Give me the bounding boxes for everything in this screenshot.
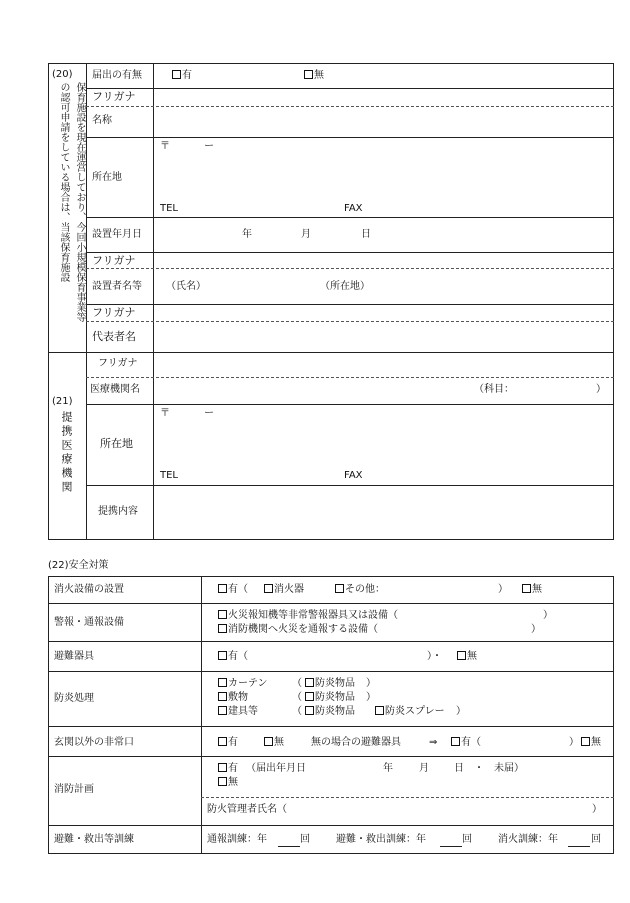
- row-line: [86, 485, 614, 486]
- paren-open: （: [292, 692, 302, 703]
- fireproof-carpet-product[interactable]: 防炎物品: [305, 692, 355, 704]
- founder-label: 設置者名等: [92, 281, 142, 292]
- department-close: ）: [596, 384, 606, 395]
- address-label: 所在地: [100, 437, 133, 450]
- fire-drill-unit: 回: [591, 834, 601, 845]
- fire-drill-label: 消火訓練：年: [498, 834, 558, 845]
- furigana-label: フリガナ: [92, 90, 136, 103]
- row-line: [48, 726, 614, 727]
- checkbox-icon[interactable]: [305, 692, 314, 701]
- furigana-label: フリガナ: [98, 358, 138, 369]
- checkbox-icon[interactable]: [264, 737, 273, 746]
- notification-label: 届出の有無: [92, 70, 142, 81]
- paren-close: ）: [456, 706, 466, 717]
- row-line: [86, 217, 614, 218]
- exit-no[interactable]: 無: [264, 737, 284, 749]
- row-line: [86, 88, 614, 89]
- table20-top-border: [48, 63, 614, 64]
- evac-drill-unit: 回: [462, 834, 472, 845]
- checkbox-icon[interactable]: [218, 624, 227, 633]
- paren-close: ）: [366, 678, 376, 689]
- table22-right-border: [613, 576, 614, 854]
- content-label: 提携内容: [98, 506, 138, 517]
- founder-name-label: （氏名）: [166, 281, 206, 292]
- fire-drill-blank[interactable]: [568, 846, 590, 847]
- paren-close: ）: [366, 692, 376, 703]
- postal-mark: 〒: [160, 141, 170, 152]
- exit-yes[interactable]: 有: [218, 737, 238, 749]
- dashed-line: [201, 797, 614, 798]
- evac-drill-blank[interactable]: [440, 846, 462, 847]
- fire-manager-label: 防火管理者氏名（: [207, 804, 287, 815]
- fire-ext-other[interactable]: その他：: [335, 584, 385, 596]
- fire-plan-yes[interactable]: 有: [218, 763, 238, 775]
- checkbox-icon[interactable]: [218, 678, 227, 687]
- tel-label: TEL: [160, 203, 178, 214]
- checkbox-icon[interactable]: [218, 692, 227, 701]
- section-22-title: (22)安全対策: [48, 560, 109, 571]
- exit-label: 玄関以外の非常口: [54, 737, 134, 748]
- table-left-border: [48, 63, 49, 540]
- fireproof-carpet[interactable]: 敷物: [218, 692, 248, 704]
- section-21-number: (21): [52, 396, 73, 407]
- fireproof-spray[interactable]: 防炎スプレー: [375, 706, 445, 718]
- fireproof-curtain[interactable]: カーテン: [218, 678, 268, 690]
- address-label: 所在地: [92, 172, 122, 183]
- fireproof-fittings[interactable]: 建具等: [218, 706, 258, 718]
- exit-note: 無の場合の避難器具: [311, 737, 401, 748]
- fire-ext-label: 消火設備の設置: [54, 584, 124, 595]
- row-line: [48, 603, 614, 604]
- paren-open: （: [292, 678, 302, 689]
- notification-no-option[interactable]: 無: [304, 70, 324, 82]
- tel-label: TEL: [160, 470, 178, 481]
- alarm-report-device[interactable]: 消防機関へ火災を通報する設備（: [218, 624, 378, 636]
- institution-label: 医療機関名: [90, 384, 140, 395]
- checkbox-icon[interactable]: [375, 706, 384, 715]
- evac-equip-yes[interactable]: 有（: [218, 651, 248, 663]
- fire-plan-month: 月: [419, 763, 429, 774]
- fire-plan-year: 年: [383, 763, 393, 774]
- section-20-number: (20): [52, 69, 73, 80]
- section-20-side-text-2: の認可申請をしている場合は、当該保育施設: [58, 82, 69, 282]
- report-drill-blank[interactable]: [278, 846, 300, 847]
- furigana-label: フリガナ: [92, 306, 136, 319]
- checkbox-icon[interactable]: [522, 584, 531, 593]
- day-label: 日: [361, 229, 371, 240]
- alarm-label: 警報・通報設備: [54, 617, 124, 628]
- table22-left-border: [48, 576, 49, 854]
- checkbox-icon[interactable]: [218, 777, 227, 786]
- evac-equip-no[interactable]: 無: [457, 651, 477, 663]
- alarm-line1-close: ）: [543, 610, 553, 621]
- report-drill-label: 通報訓練：年: [207, 834, 267, 845]
- drills-label: 避難・救出等訓練: [54, 834, 134, 845]
- notification-yes-option[interactable]: 有: [172, 70, 192, 82]
- postal-mark: 〒: [160, 408, 170, 419]
- checkbox-icon[interactable]: [172, 70, 181, 79]
- alarm-line2-close: ）: [531, 624, 541, 635]
- table22-bottom-border: [48, 853, 614, 854]
- founder-address-label: （所在地）: [320, 281, 370, 292]
- row-line: [86, 404, 614, 405]
- postal-dash: ー: [204, 408, 214, 419]
- checkbox-icon[interactable]: [218, 706, 227, 715]
- table21-bottom-border: [48, 539, 614, 540]
- month-label: 月: [301, 229, 311, 240]
- dashed-line: [86, 268, 614, 269]
- checkbox-icon[interactable]: [264, 584, 273, 593]
- checkbox-icon[interactable]: [218, 651, 227, 660]
- dashed-line: [86, 106, 614, 107]
- row-line: [86, 304, 614, 305]
- fire-plan-label: 消防計画: [54, 784, 94, 795]
- dashed-line: [86, 321, 614, 322]
- label-column-divider: [153, 63, 154, 540]
- evac-equip-label: 避難器具: [54, 651, 94, 662]
- row-line: [48, 756, 614, 757]
- fire-manager-close: ）: [592, 804, 602, 815]
- checkbox-icon[interactable]: [335, 584, 344, 593]
- fire-ext-yes[interactable]: 有（: [218, 584, 248, 596]
- fire-plan-no[interactable]: 無: [218, 777, 238, 789]
- fire-plan-day: 日: [454, 763, 464, 774]
- section-divider-20-21: [48, 352, 614, 353]
- exit-alt-no[interactable]: 無: [581, 737, 601, 749]
- department-label: （科目：: [474, 384, 514, 395]
- paren-open: （: [292, 706, 302, 717]
- evac-drill-label: 避難・救出訓練：年: [336, 834, 426, 845]
- fire-plan-dot: ・: [474, 763, 484, 774]
- established-label: 設置年月日: [92, 229, 142, 240]
- table-right-border: [613, 63, 614, 540]
- year-label: 年: [242, 229, 252, 240]
- row-line: [48, 671, 614, 672]
- checkbox-icon[interactable]: [581, 737, 590, 746]
- side-column-divider: [86, 63, 87, 540]
- fireproof-label: 防炎処理: [54, 693, 94, 704]
- report-drill-unit: 回: [300, 834, 310, 845]
- row-line: [48, 641, 614, 642]
- fax-label: FAX: [344, 203, 363, 214]
- checkbox-icon[interactable]: [218, 737, 227, 746]
- alarm-fire-alarm[interactable]: 火災報知機等非常警報器具又は設備（: [218, 610, 398, 622]
- arrow-icon: ⇒: [429, 737, 438, 748]
- furigana-label: フリガナ: [92, 254, 136, 267]
- fire-plan-filed: （届出年月日: [246, 763, 306, 774]
- fireproof-fittings-product[interactable]: 防炎物品: [305, 706, 355, 718]
- table22-top-border: [48, 576, 614, 577]
- section-20-side-text-1: 保育施設を現在運営しており、今回小規模保育事業等: [74, 82, 85, 322]
- checkbox-icon[interactable]: [305, 706, 314, 715]
- exit-close: ）: [569, 737, 579, 748]
- evac-equip-close: ）・: [427, 651, 442, 662]
- checkbox-icon[interactable]: [218, 763, 227, 772]
- row-line: [48, 825, 614, 826]
- checkbox-icon[interactable]: [457, 651, 466, 660]
- dashed-line: [86, 377, 614, 378]
- fireproof-curtain-product[interactable]: 防炎物品: [305, 678, 355, 690]
- fire-plan-unfiled: 未届）: [494, 763, 524, 774]
- checkbox-icon[interactable]: [218, 610, 227, 619]
- fax-label: FAX: [344, 470, 363, 481]
- checkbox-icon[interactable]: [218, 584, 227, 593]
- fire-ext-extinguisher[interactable]: 消火器: [264, 584, 304, 596]
- fire-ext-close: ）: [498, 584, 508, 595]
- row-line: [86, 252, 614, 253]
- name-label: 名称: [92, 115, 112, 126]
- exit-alt-yes[interactable]: 有（: [451, 737, 481, 749]
- section-21-side-text: 提携医療機関: [60, 411, 73, 495]
- table22-label-divider: [201, 576, 202, 854]
- checkbox-icon[interactable]: [305, 678, 314, 687]
- row-line: [86, 137, 614, 138]
- postal-dash: ー: [204, 141, 214, 152]
- checkbox-icon[interactable]: [304, 70, 313, 79]
- checkbox-icon[interactable]: [451, 737, 460, 746]
- fire-ext-no[interactable]: 無: [522, 584, 542, 596]
- representative-label: 代表者名: [92, 330, 136, 343]
